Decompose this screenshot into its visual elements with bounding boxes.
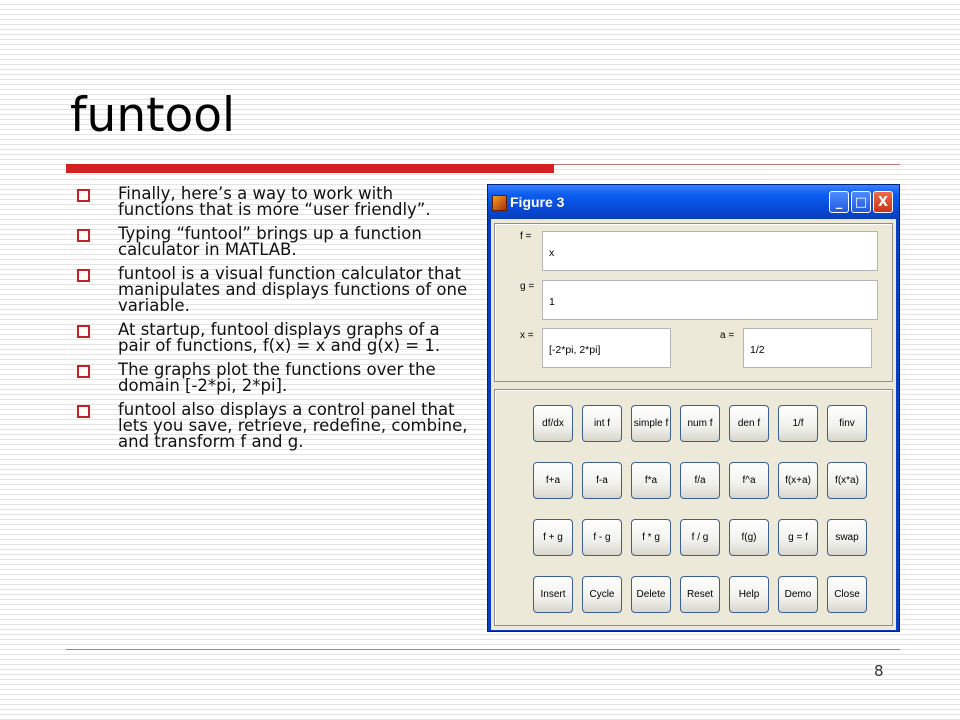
bullet-text: Typing “funtool” brings up a function calculator in MATLAB. [118,224,422,259]
btn-reset[interactable]: Reset [680,576,720,613]
operations-panel [494,389,893,626]
page-number: 8 [874,662,884,680]
f-input[interactable]: x [542,231,878,271]
bullet-item [74,186,474,218]
btn-f-scale-a[interactable]: f(x*a) [827,462,867,499]
btn-cycle[interactable]: Cycle [582,576,622,613]
slide-title: funtool [70,88,236,143]
btn-int-f[interactable]: int f [582,405,622,442]
maximize-button[interactable]: □ [851,191,871,213]
btn-f-pow-a[interactable]: f^a [729,462,769,499]
function-entry-panel [494,223,893,382]
btn-close[interactable]: Close [827,576,867,613]
btn-f-of-g[interactable]: f(g) [729,519,769,556]
a-label: a = [720,330,735,341]
btn-delete[interactable]: Delete [631,576,671,613]
btn-f-times-g[interactable]: f * g [631,519,671,556]
bullet-list [74,186,474,458]
square-bullet-icon [77,325,90,338]
btn-f-shift-a[interactable]: f(x+a) [778,462,818,499]
btn-f-div-a[interactable]: f/a [680,462,720,499]
f-label: f = [520,231,532,242]
btn-f-minus-a[interactable]: f-a [582,462,622,499]
btn-insert[interactable]: Insert [533,576,573,613]
btn-f-plus-a[interactable]: f+a [533,462,573,499]
window-titlebar[interactable] [488,185,899,219]
matlab-icon [492,195,507,211]
square-bullet-icon [77,229,90,242]
title-underline-accent [66,164,554,173]
bullet-text: The graphs plot the functions over the domain [-2*pi, 2*pi]. [118,360,436,395]
btn-df-dx[interactable]: df/dx [533,405,573,442]
btn-den-f[interactable]: den f [729,405,769,442]
footer-divider [66,649,900,650]
window-client-area [491,219,896,630]
bullet-item [74,362,474,394]
btn-simple-f[interactable]: simple f [631,405,671,442]
bullet-item [74,322,474,354]
square-bullet-icon [77,365,90,378]
bullet-item [74,266,474,314]
square-bullet-icon [77,269,90,282]
figure-window [487,184,900,632]
btn-demo[interactable]: Demo [778,576,818,613]
btn-f-plus-g[interactable]: f + g [533,519,573,556]
btn-finv[interactable]: finv [827,405,867,442]
btn-swap[interactable]: swap [827,519,867,556]
square-bullet-icon [77,189,90,202]
g-input[interactable]: 1 [542,280,878,320]
bullet-text: funtool also displays a control panel that lets you save, retrieve, redefine, combine, and transform f and g. [118,400,468,451]
g-label: g = [520,281,535,292]
bullet-text: Finally, here’s a way to work with functions that is more “user friendly”. [118,184,431,219]
x-domain-input[interactable]: [-2*pi, 2*pi] [542,328,671,368]
bullet-text: At startup, funtool displays graphs of a pair of functions, f(x) = x and g(x) = 1. [118,320,441,355]
btn-g-equals-f[interactable]: g = f [778,519,818,556]
bullet-item [74,226,474,258]
bullet-item [74,402,474,450]
btn-f-times-a[interactable]: f*a [631,462,671,499]
btn-f-div-g[interactable]: f / g [680,519,720,556]
bullet-text: funtool is a visual function calculator that manipulates and displays functions of one variable. [118,264,468,315]
close-window-button[interactable]: X [873,191,893,213]
btn-reciprocal-f[interactable]: 1/f [778,405,818,442]
minimize-button[interactable]: _ [829,191,849,213]
title-underline-thin [554,164,900,165]
square-bullet-icon [77,405,90,418]
a-input[interactable]: 1/2 [743,328,872,368]
btn-f-minus-g[interactable]: f - g [582,519,622,556]
window-title: Figure 3 [510,194,565,210]
btn-num-f[interactable]: num f [680,405,720,442]
btn-help[interactable]: Help [729,576,769,613]
x-label: x = [520,330,534,341]
